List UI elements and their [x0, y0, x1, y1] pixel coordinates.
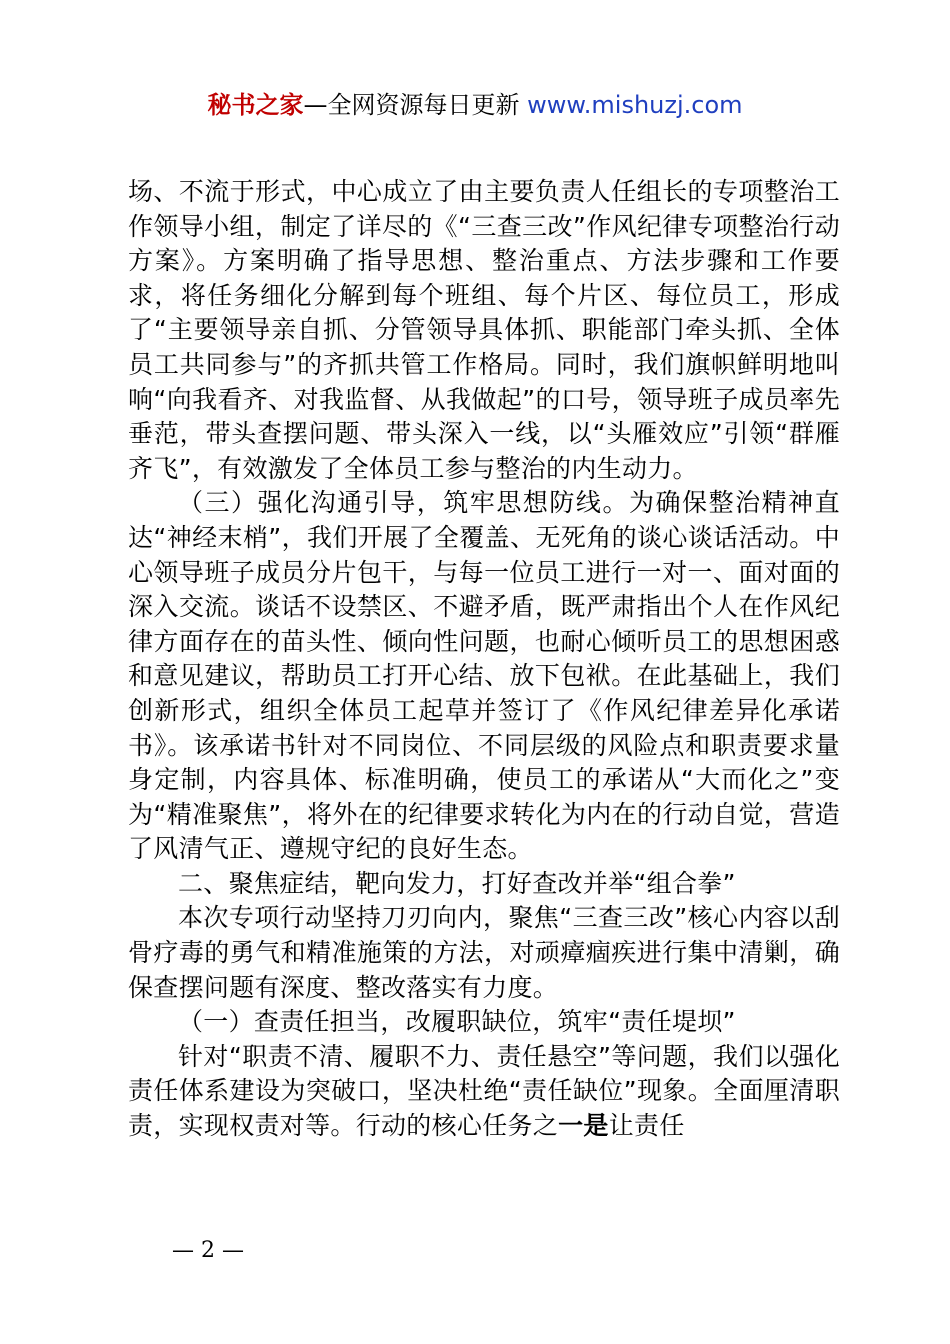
header-tagline: —全网资源每日更新	[303, 91, 520, 119]
paragraph-continuation: 场、不流于形式，中心成立了由主要负责人任组长的专项整治工作领导小组，制定了详尽的《“三查三改”作风纪律专项整治行动方案》。方案明确了指导思想、整治重点、方法步骤和工作要求，将任务细化分解到每个班组、每个片区、每位员工，形成了“主要领导亲自抓、分管领导具体抓、职能部门牵头抓、全体员工共同参与”的齐抓共管工作格局。同时，我们旗帜鲜明地叫响“向我看齐、对我监督、从我做起”的口号，领导班子成员率先垂范，带头查摆问题、带头深入一线，以“头雁效应”引领“群雁齐飞”，有效激发了全体员工参与整治的内生动力。	[128, 177, 840, 483]
section-heading-two: 二、聚焦症结，靶向发力，打好查改并举“组合拳”	[178, 868, 736, 898]
document-header	[0, 88, 950, 122]
paragraph-section-three: （三）强化沟通引导，筑牢思想防线。为确保整治精神直达“神经末梢”，我们开展了全覆盖、无死角的谈心谈话活动。中心领导班子成员分片包干，与每一位员工进行一对一、面对面的深入交流。谈话不设禁区、不避矛盾，既严肃指出个人在作风纪律方面存在的苗头性、倾向性问题，也耐心倾听员工的思想困惑和意见建议，帮助员工打开心结、放下包袱。在此基础上，我们创新形式，组织全体员工起草并签订了《作风纪律差异化承诺书》。该承诺书针对不同岗位、不同层级的风险点和职责要求量身定制，内容具体、标准明确，使员工的承诺从“大而化之”变为“精准聚焦”，将外在的纪律要求转化为内在的行动自觉，营造了风清气正、遵规守纪的良好生态。	[128, 488, 840, 864]
document-body	[128, 175, 840, 1144]
page-number: — 2 —	[172, 1238, 244, 1263]
header-url-link[interactable]: www.mishuzj.com	[527, 91, 743, 119]
paragraph-responsibility-text: 针对“职责不清、履职不力、责任悬空”等问题，我们以强化责任体系建设为突破口，坚决杜绝“责任缺位”现象。全面厘清职责，实现权责对等。行动的核心任务之	[128, 1041, 840, 1141]
paragraph-responsibility-tail: 让责任	[608, 1111, 685, 1141]
header-brand: 秘书之家	[207, 91, 304, 119]
paragraph-section-two-intro: 本次专项行动坚持刀刃向内，聚焦“三查三改”核心内容以刮骨疗毒的勇气和精准施策的方法，对顽瘴痼疾进行集中清剿，确保查摆问题有深度、整改落实有力度。	[128, 903, 840, 1002]
paragraph-responsibility-emphasis: 一是	[558, 1111, 609, 1141]
subsection-heading-one: （一）查责任担当，改履职缺位，筑牢“责任堤坝”	[178, 1007, 736, 1037]
paragraph-responsibility	[128, 1040, 840, 1144]
